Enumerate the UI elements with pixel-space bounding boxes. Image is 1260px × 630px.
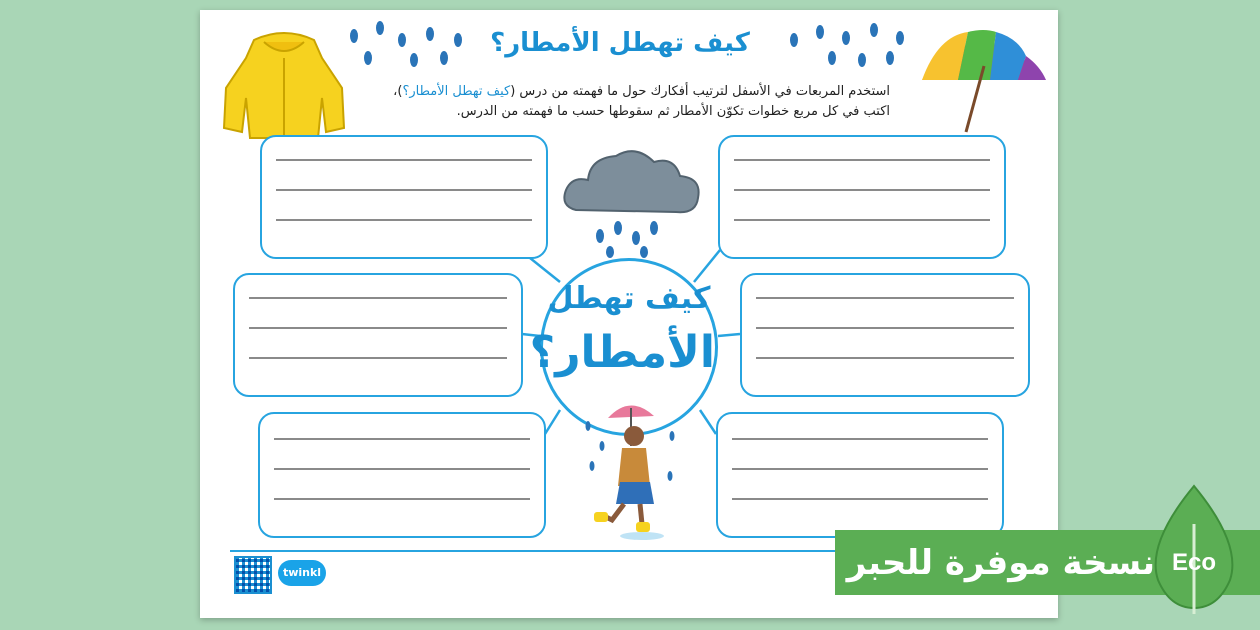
eco-banner-text: نسخة موفرة للحبر bbox=[846, 543, 1155, 583]
writing-box-bottom-left[interactable] bbox=[258, 412, 546, 538]
girl-with-umbrella-icon bbox=[578, 396, 682, 542]
qr-code-icon bbox=[234, 556, 272, 594]
eco-label: Eco bbox=[1171, 549, 1217, 576]
writing-box-top-left[interactable] bbox=[260, 135, 548, 259]
cloud-icon bbox=[556, 140, 708, 260]
twinkl-logo: twinkl bbox=[278, 560, 326, 586]
writing-box-middle-left[interactable] bbox=[233, 273, 523, 397]
instructions-line2: اكتب في كل مربع خطوات تكوّن الأمطار ثم سقوطها حسب ما فهمته من الدرس. bbox=[456, 104, 890, 119]
eco-leaf-icon bbox=[1150, 484, 1238, 616]
instructions-line1: استخدم المربعات في الأسفل لترتيب أفكارك حول ما فهمته من درس (كيف تهطل الأمطار؟)، bbox=[393, 84, 890, 99]
writing-box-middle-right[interactable] bbox=[740, 273, 1030, 397]
worksheet-title: كيف تهطل الأمطار؟ bbox=[490, 28, 750, 58]
center-title-line1: كيف تهطل bbox=[547, 281, 711, 316]
writing-box-bottom-right[interactable] bbox=[716, 412, 1004, 538]
writing-box-top-right[interactable] bbox=[718, 135, 1006, 259]
center-title-line2: الأمطار؟ bbox=[529, 327, 715, 378]
